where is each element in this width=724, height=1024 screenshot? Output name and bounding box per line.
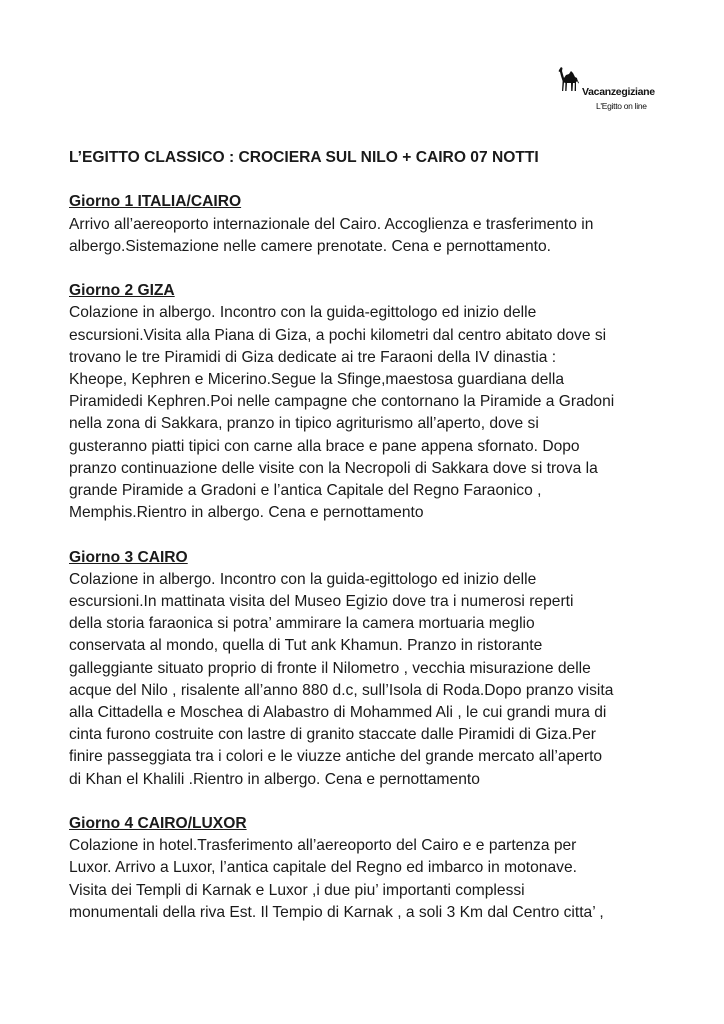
paragraph-line: della storia faraonica si potra’ ammirare la camera mortuaria meglio xyxy=(69,615,535,633)
paragraph-line: Visita dei Templi di Karnak e Luxor ,i due piu’ importanti complessi xyxy=(69,881,525,899)
paragraph-line: di Khan el Khalili .Rientro in albergo. Cena e pernottamento xyxy=(69,770,480,788)
paragraph-line: Colazione in hotel.Trasferimento all’aereoporto del Cairo e e partenza per xyxy=(69,837,577,855)
day-heading: Giorno 1 ITALIA/CAIRO xyxy=(69,193,242,211)
paragraph-line: Memphis.Rientro in albergo. Cena e pernottamento xyxy=(69,504,424,522)
paragraph-line: cinta furono costruite con lastre di granito staccate dalle Piramidi di Giza.Per xyxy=(69,726,596,744)
paragraph-line: gusteranno piatti tipici con carne alla brace e pane appena sfornato. Dopo xyxy=(69,437,580,455)
document-body xyxy=(69,147,659,924)
paragraph-line: escursioni.In mattinata visita del Museo Egizio dove tra i numerosi reperti xyxy=(69,593,574,611)
paragraph-line: galleggiante situato proprio di fronte il Nilometro , vecchia misurazione delle xyxy=(69,659,591,677)
paragraph-line: Kheope, Kephren e Micerino.Segue la Sfinge,maestosa guardiana della xyxy=(69,371,565,388)
paragraph-line: pranzo continuazione delle visite con la Necropoli di Sakkara dove si trova la xyxy=(69,459,598,477)
logo xyxy=(556,64,686,116)
paragraph-line: trovano le tre Piramidi di Giza dedicate ai tre Faraoni della IV dinastia : xyxy=(69,348,557,366)
logo-name: Vacanzegiziane xyxy=(582,86,655,98)
logo-tagline: L'Egitto on line xyxy=(596,101,647,111)
day-section-2 xyxy=(69,280,659,524)
document-title: L’EGITTO CLASSICO : CROCIERA SUL NILO + CAIRO 07 NOTTI xyxy=(69,149,539,166)
paragraph-line: Piramidedi Kephren.Poi nelle campagne che contornano la Piramide a Gradoni xyxy=(69,393,615,411)
paragraph-line: Colazione in albergo. Incontro con la guida-egittologo ed inizio delle xyxy=(69,570,537,588)
paragraph-line: Luxor. Arrivo a Luxor, l’antica capitale del Regno ed imbarco in motonave. xyxy=(69,859,577,877)
paragraph-line: Arrivo all’aereoporto internazionale del Cairo. Accoglienza e trasferimento in xyxy=(69,215,594,233)
paragraph-line: alla Cittadella e Moschea di Alabastro di Mohammed Ali , le cui grandi mura di xyxy=(69,704,607,722)
day-section-4 xyxy=(69,813,659,924)
paragraph-line: albergo.Sistemazione nelle camere prenotate. Cena e pernottamento. xyxy=(69,237,551,255)
paragraph-line: Colazione in albergo. Incontro con la guida-egittologo ed inizio delle xyxy=(69,304,537,322)
paragraph-line: grande Piramide a Gradoni e l’antica Capitale del Regno Faraonico , xyxy=(69,482,542,500)
paragraph-line: conservata al mondo, quella di Tut ank Khamun. Pranzo in ristorante xyxy=(69,637,543,655)
paragraph-line: acque del Nilo , risalente all’anno 880 d.c, sull’Isola di Roda.Dopo pranzo visita xyxy=(69,681,614,699)
day-heading: Giorno 4 CAIRO/LUXOR xyxy=(69,815,247,833)
day-section-3 xyxy=(69,547,659,791)
day-heading: Giorno 2 GIZA xyxy=(69,282,175,300)
paragraph-line: monumentali della riva Est. Il Tempio di Karnak , a soli 3 Km dal Centro citta’ , xyxy=(69,903,604,921)
paragraph-line: escursioni.Visita alla Piana di Giza, a pochi kilometri dal centro abitato dove si xyxy=(69,326,607,344)
paragraph-line: nella zona di Sakkara, pranzo in tipico agriturismo all’aperto, dove si xyxy=(69,415,539,433)
paragraph-line: finire passeggiata tra i colori e le viuzze antiche del grande mercato all’aperto xyxy=(69,748,603,766)
day-section-1 xyxy=(69,191,659,258)
camel-icon xyxy=(556,64,582,94)
day-heading: Giorno 3 CAIRO xyxy=(69,548,188,566)
